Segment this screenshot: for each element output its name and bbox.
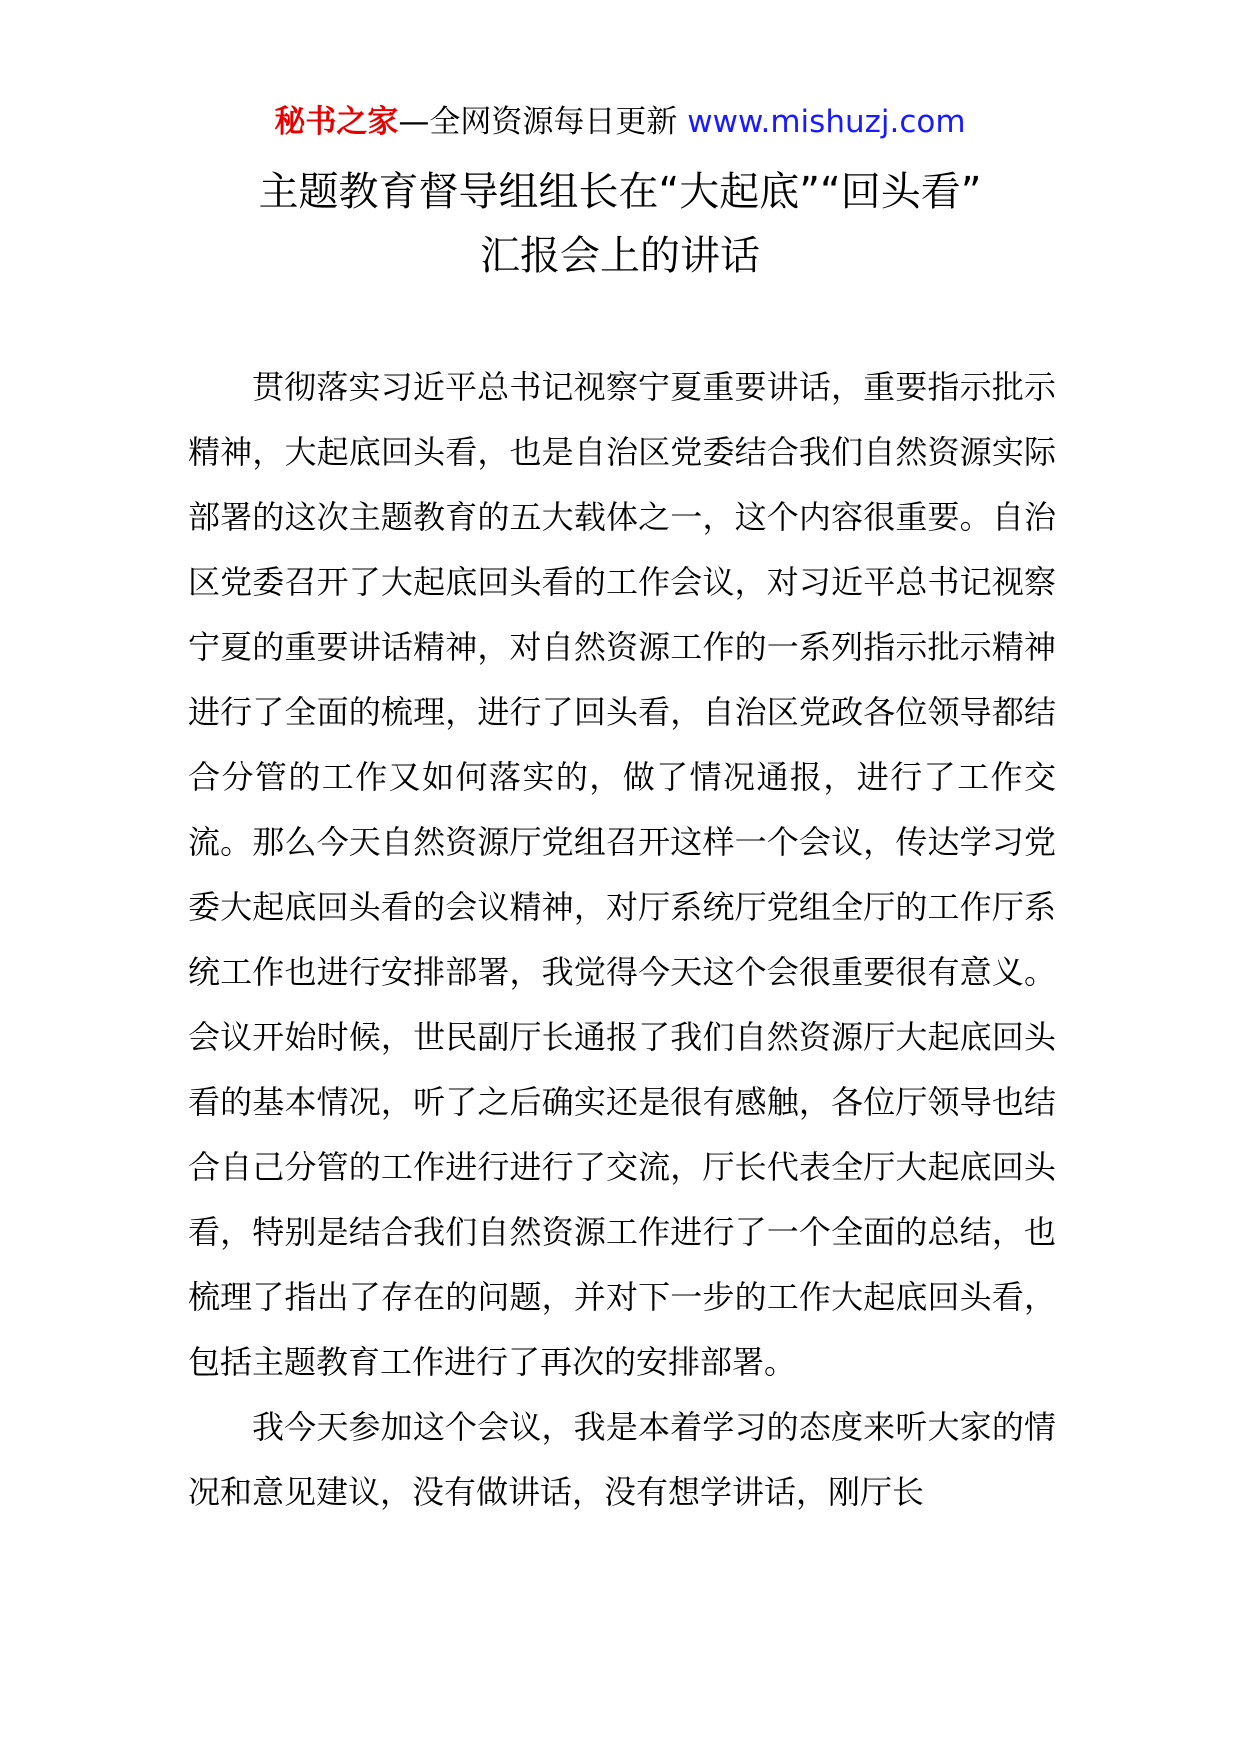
document-title xyxy=(100,160,1140,288)
site-url-link[interactable]: www.mishuzj.com xyxy=(687,104,966,140)
document-title-line-1: 主题教育督导组组长在“大起底”“回头看” xyxy=(258,169,982,215)
document-title-line-2: 汇报会上的讲话 xyxy=(480,233,760,279)
document-body xyxy=(188,355,1056,1525)
site-brand: 秘书之家 xyxy=(274,104,399,140)
body-paragraph-2: 我今天参加这个会议，我是本着学习的态度来听大家的情况和意见建议，没有做讲话，没有想学讲话，刚厅长 xyxy=(188,1408,1056,1511)
site-tagline: —全网资源每日更新 xyxy=(398,104,688,140)
body-paragraph-1: 贯彻落实习近平总书记视察宁夏重要讲话，重要指示批示精神，大起底回头看，也是自治区党委结合我们自然资源实际部署的这次主题教育的五大载体之一，这个内容很重要。自治区党委召开了大起底回头看的工作会议，对习近平总书记视察宁夏的重要讲话精神，对自然资源工作的一系列指示批示精神进行了全面的梳理，进行了回头看，自治区党政各位领导都结合分管的工作又如何落实的，做了情况通报，进行了工作交流。那么今天自然资源厅党组召开这样一个会议，传达学习党委大起底回头看的会议精神，对厅系统厅党组全厅的工作厅系统工作也进行安排部署，我觉得今天这个会很重要很有意义。会议开始时候，世民副厅长通报了我们自然资源厅大起底回头看的基本情况，听了之后确实还是很有感触，各位厅领导也结合自己分管的工作进行进行了交流，厅长代表全厅大起底回头看，特别是结合我们自然资源工作进行了一个全面的总结，也梳理了指出了存在的问题，并对下一步的工作大起底回头看，包括主题教育工作进行了再次的安排部署。 xyxy=(188,368,1056,1381)
site-header xyxy=(0,100,1240,144)
